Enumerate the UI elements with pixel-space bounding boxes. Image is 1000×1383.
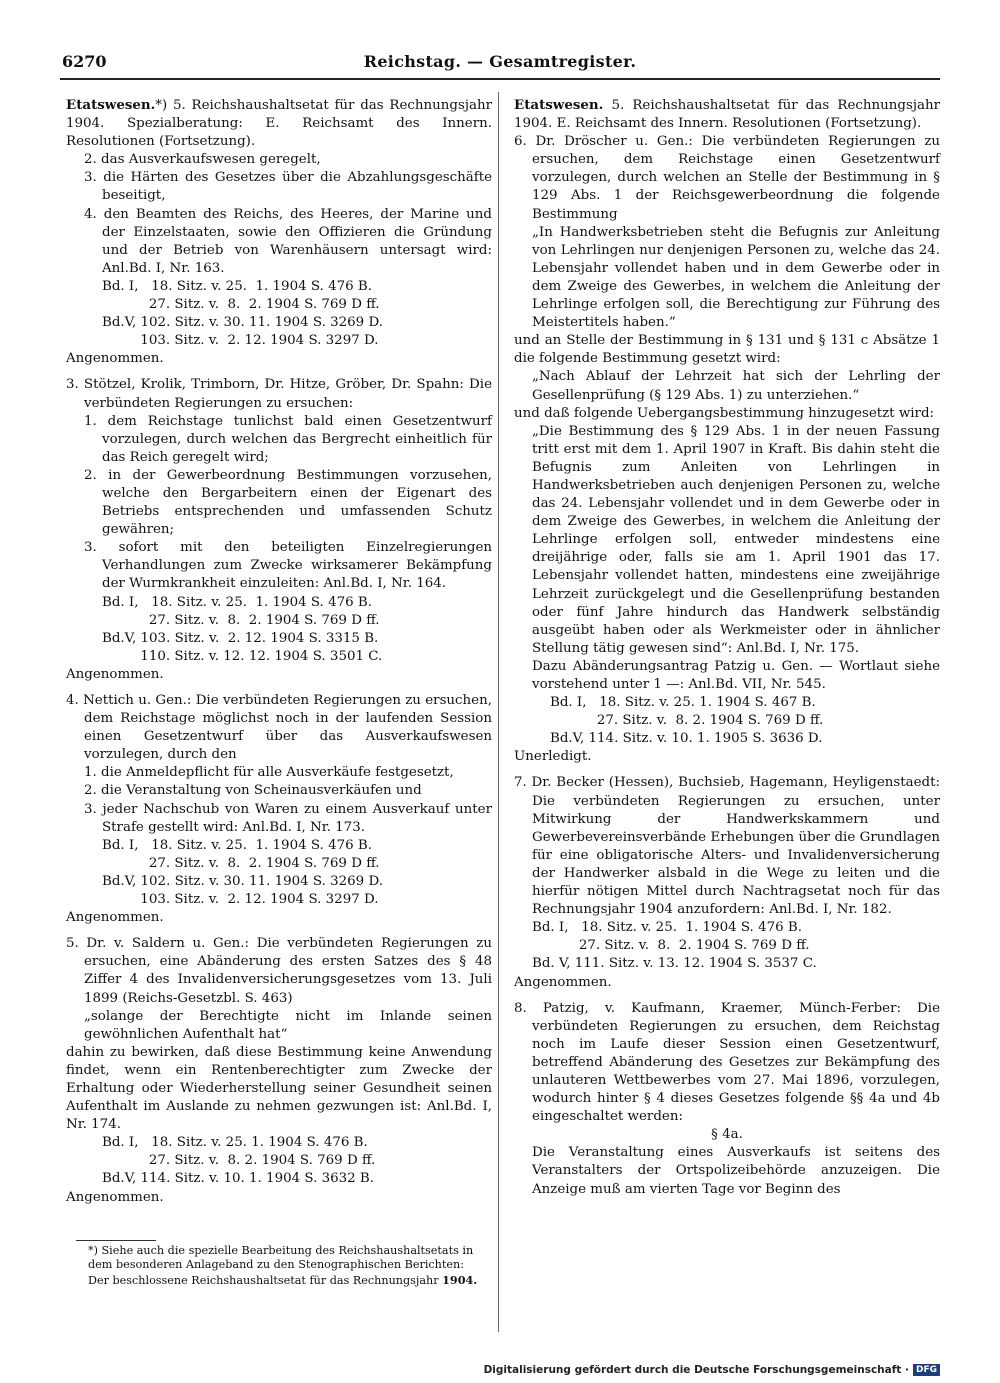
motion-6-continuation: und an Stelle der Bestimmung in § 131 und § 131 c Absätze 1 die folgende Bestimmung gesetzt wird: [514, 333, 940, 367]
references-5 [66, 1134, 492, 1188]
footnote-year: 1904. [442, 1272, 478, 1287]
right-column [514, 96, 940, 1199]
reference-line: 27. Sitz. v. 8. 2. 1904 S. 769 D ff. [102, 855, 380, 871]
reference-line: Bd. I, 18. Sitz. v. 25. 1. 1904 S. 476 B. [532, 920, 802, 936]
list-item: 1. die Anmeldepflicht für alle Ausverkäufe festgesetzt, [84, 765, 454, 781]
running-title: Reichstag. — Gesamtregister. [363, 52, 637, 71]
reference-line: Bd.V, 114. Sitz. v. 10. 1. 1904 S. 3632 B. [102, 1171, 375, 1187]
motion-6: 6. Dr. Dröscher u. Gen.: Die verbündeten Regierungen zu ersuchen, dem Reichstage einen Gesetzentwurf vorzulegen, durch welchen an Stelle der Bestimmung in § 129 Abs. 1 der Reichsgewerbeordnung die folgende Bestimmung [514, 134, 940, 222]
reference-line: Bd.V, 103. Sitz. v. 2. 12. 1904 S. 3315 B. [102, 630, 379, 646]
result-text: Angenommen. [66, 910, 164, 926]
references-4 [66, 837, 492, 909]
reference-line: Bd.V, 102. Sitz. v. 30. 11. 1904 S. 3269 D. [102, 873, 383, 889]
motion-3: 3. Stötzel, Krolik, Trimborn, Dr. Hitze, Gröber, Dr. Spahn: Die verbündeten Regierungen zu ersuchen: [66, 377, 492, 411]
result-text: Unerledigt. [514, 749, 592, 765]
left-intro-heading: Etatswesen. [66, 97, 156, 113]
left-intro [66, 96, 492, 151]
motion-5: 5. Dr. v. Saldern u. Gen.: Die verbündeten Regierungen zu ersuchen, eine Abänderung des ersten Satzes des § 48 Ziffer 4 des Invalidenversicherungsgesetzes vom 13. Juli 1899 (Reichs-Gesetzbl. S. 463) [66, 936, 492, 1006]
digitization-credit [484, 1364, 940, 1376]
reference-line: 27. Sitz. v. 8. 2. 1904 S. 769 D ff. [550, 713, 824, 729]
list-item: 3. die Härten des Gesetzes über die Abzahlungsgeschäfte beseitigt, [84, 170, 492, 204]
footnote-text: *) Siehe auch die spezielle Bearbeitung des Reichshaushaltsetats in dem besonderen Anlageband zu den Stenographischen Berichten: Der beschlossene Reichshaushaltsetat für das Rechnungsjahr [88, 1244, 474, 1287]
section-heading: § 4a. [711, 1127, 743, 1143]
motion-4: 4. Nettich u. Gen.: Die verbündeten Regierungen zu ersuchen, dem Reichstage möglichst noch in der laufenden Session einen Gesetzentwurf über das Ausverkaufswesen vorzulegen, durch den [66, 693, 492, 763]
reference-line: Bd.V, 102. Sitz. v. 30. 11. 1904 S. 3269 D. [102, 315, 383, 331]
reference-line: Bd. I, 18. Sitz. v. 25. 1. 1904 S. 476 B. [102, 837, 372, 853]
quotation: „Nach Ablauf der Lehrzeit hat sich der Lehrling der Gesellenprüfung (§ 129 Abs. 1) zu unterziehen.“ [532, 369, 940, 403]
left-intro-text: *) 5. Reichshaushaltsetat für das Rechnungsjahr 1904. Spezialberatung: E. Reichsamt des Innern. Resolutionen (Fortsetzung). [66, 98, 492, 150]
reference-line: 27. Sitz. v. 8. 2. 1904 S. 769 D ff. [102, 1153, 376, 1169]
motion-6-continuation: und daß folgende Uebergangsbestimmung hinzugesetzt wird: [514, 405, 935, 421]
list-item: 4. den Beamten des Reichs, des Heeres, der Marine und der Einzelstaaten, sowie den Offizieren die Gründung und der Betrieb von Warenhäusern untersagt wird: Anl.Bd. I, Nr. 163. [84, 206, 492, 276]
column-divider [498, 92, 499, 1332]
references-6 [514, 694, 940, 748]
references-3 [66, 594, 492, 666]
right-intro-heading: Etatswesen. [514, 97, 604, 113]
reference-line: Bd. I, 18. Sitz. v. 25. 1. 1904 S. 476 B. [102, 594, 372, 610]
footnote [88, 1244, 488, 1288]
header-rule [60, 78, 940, 80]
motion-5-continuation: dahin zu bewirken, daß diese Bestimmung keine Anwendung findet, wenn ein Rentenberechtigter zum Zwecke der Erhaltung oder Wiederherstellung seiner Gesundheit seinen Aufenthalt im Auslande zu nehmen gezwungen ist: Anl.Bd. I, Nr. 174. [66, 1044, 492, 1133]
list-item: 2. das Ausverkaufswesen geregelt, [84, 152, 321, 168]
quotation: „solange der Berechtigte nicht im Inlande seinen gewöhnlichen Aufenthalt hat“ [84, 1008, 492, 1042]
list-1 [66, 151, 492, 278]
reference-line: Bd. I, 18. Sitz. v. 25. 1. 1904 S. 467 B. [550, 695, 816, 711]
amendment-note: Dazu Abänderungsantrag Patzig u. Gen. — Wortlaut siehe vorstehend unter 1 —: Anl.Bd. VII, Nr. 545. [532, 658, 940, 692]
list-4 [66, 764, 492, 836]
reference-line: 27. Sitz. v. 8. 2. 1904 S. 769 D ff. [532, 938, 810, 954]
right-intro-text: 5. Reichshaushaltsetat für das Rechnungsjahr 1904. E. Reichsamt des Innern. Resolutionen (Fortsetzung). [514, 98, 940, 132]
reference-line: 103. Sitz. v. 2. 12. 1904 S. 3297 D. [102, 892, 379, 908]
footnote-rule [76, 1240, 156, 1241]
section-text: Die Veranstaltung eines Ausverkaufs ist seitens des Veranstalters der Ortspolizeibehörde anzuzeigen. Die Anzeige muß am vierten Tage vor Beginn des [532, 1145, 940, 1197]
page-header [62, 52, 938, 78]
page-number: 6270 [62, 52, 107, 71]
motion-7: 7. Dr. Becker (Hessen), Buchsieb, Hagemann, Heyligenstaedt: Die verbündeten Regierungen zu ersuchen, unter Mitwirkung der Handwerkskammern und Gewerbevereinsverbände Erhebungen über die Grundlagen für eine obligatorische Alters- und Invalidenversicherung der Handwerker alsbald in die Wege zu leiten und die hierfür nötigen Mittel durch Nachtragsetat noch für das Rechnungsjahr 1904 anzufordern: Anl.Bd. I, Nr. 182. [514, 775, 940, 918]
result-text: Angenommen. [66, 1189, 164, 1205]
list-item: 2. die Veranstaltung von Scheinausverkäufen und [84, 783, 422, 799]
result-text: Angenommen. [66, 666, 164, 682]
references-7 [514, 919, 940, 973]
references-1 [66, 278, 492, 350]
list-item: 1. dem Reichstage tunlichst bald einen Gesetzentwurf vorzulegen, durch welchen das Bergrecht einheitlich für das Reich geregelt wird; [84, 413, 492, 465]
list-3 [66, 413, 492, 594]
right-intro [514, 96, 940, 133]
result-text: Angenommen. [66, 351, 164, 367]
list-item: 2. in der Gewerbeordnung Bestimmungen vorzusehen, welche den Bergarbeitern einen der Eigenart des Betriebs entsprechenden und umfassenden Schutz gewähren; [84, 467, 492, 538]
reference-line: 27. Sitz. v. 8. 2. 1904 S. 769 D ff. [102, 612, 380, 628]
dfg-logo: DFG [913, 1364, 940, 1376]
motion-8: 8. Patzig, v. Kaufmann, Kraemer, Münch-Ferber: Die verbündeten Regierungen zu ersuchen, dem Reichstag noch im Laufe dieser Session einen Gesetzentwurf, betreffend Abänderung des Gesetzes zur Bekämpfung des unlauteren Wettbewerbes vom 27. Mai 1896, vorzulegen, wodurch hinter § 4 dieses Gesetzes folgende §§ 4a und 4b eingeschaltet werden: [514, 1000, 940, 1125]
quotation: „Die Bestimmung des § 129 Abs. 1 in der neuen Fassung tritt erst mit dem 1. April 1907 in Kraft. Bis dahin steht die Befugnis zum Anleiten von Lehrlingen in Handwerksbetrieben auch denjenigen Personen zu, welche das 24. Lebensjahr vollendet und in dem Gewerbe oder in dem Zweige des Gewerbes, in welchem die Anleitung der Lehrlinge erfolgen soll, entweder mindestens eine dreijährige oder, falls sie am 1. April 1901 das 17. Lebensjahr vollendet hatten, mindestens eine zweijährige Lehrzeit zurückgelegt und die Gesellenprüfung bestanden oder fünf Jahre hindurch das Handwerk selbständig ausgeübt haben oder als Werkmeister oder in ähnlicher Stellung tätig gewesen sind“: Anl.Bd. I, Nr. 175. [532, 423, 940, 656]
list-item: 3. sofort mit den beteiligten Einzelregierungen Verhandlungen zum Zwecke wirksamerer Bekämpfung der Wurmkrankheit einzuleiten: Anl.Bd. I, Nr. 164. [84, 540, 492, 592]
reference-line: 103. Sitz. v. 2. 12. 1904 S. 3297 D. [102, 333, 379, 349]
quotation: „In Handwerksbetrieben steht die Befugnis zur Anleitung von Lehrlingen nur denjenigen Personen zu, welche das 24. Lebensjahr vollendet haben und in dem Gewerbe oder in dem Zweige des Gewerbes, in welchem die Anleitung der Lehrlinge erfolgen soll, die Berechtigung zur Führung des Meistertitels haben.“ [532, 224, 940, 331]
result-text: Angenommen. [514, 974, 612, 990]
reference-line: Bd. I, 18. Sitz. v. 25. 1. 1904 S. 476 B. [102, 278, 372, 294]
reference-line: Bd. V, 111. Sitz. v. 13. 12. 1904 S. 3537 C. [532, 956, 817, 972]
reference-line: Bd. I, 18. Sitz. v. 25. 1. 1904 S. 476 B. [102, 1135, 368, 1151]
left-column [66, 96, 492, 1207]
reference-line: Bd.V, 114. Sitz. v. 10. 1. 1905 S. 3636 D. [550, 731, 823, 747]
reference-line: 110. Sitz. v. 12. 12. 1904 S. 3501 C. [102, 648, 383, 664]
reference-line: 27. Sitz. v. 8. 2. 1904 S. 769 D ff. [102, 297, 380, 313]
credit-text: Digitalisierung gefördert durch die Deutsche Forschungsgemeinschaft · [483, 1364, 909, 1376]
list-item: 3. jeder Nachschub von Waren zu einem Ausverkauf unter Strafe gestellt wird: Anl.Bd. I, Nr. 173. [84, 801, 492, 835]
